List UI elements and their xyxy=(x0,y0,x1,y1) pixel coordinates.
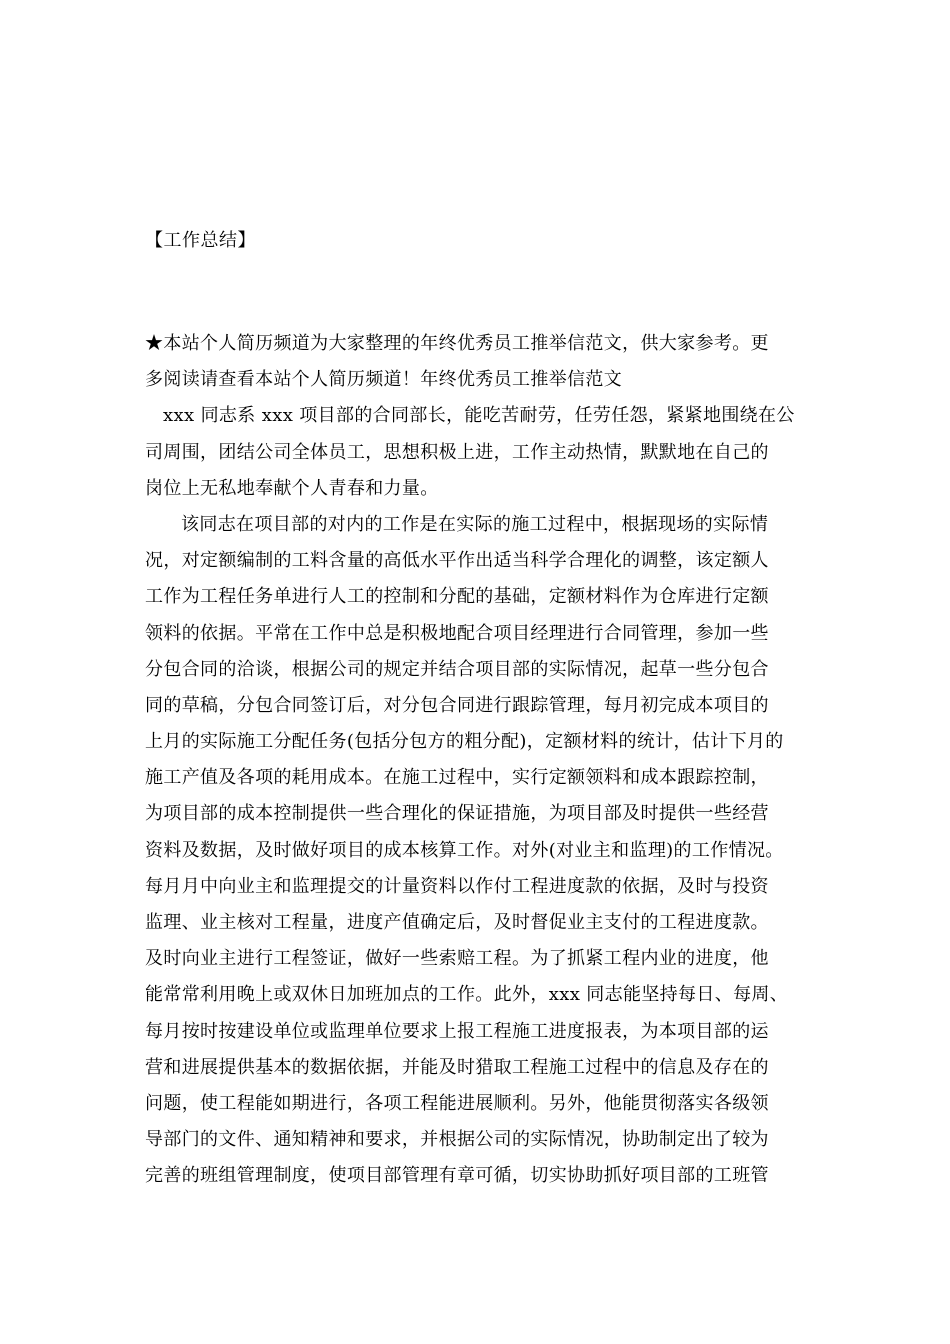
text-line-11: 同的草稿，分包合同签订后，对分包合同进行跟踪管理，每月初完成本项目的 xyxy=(145,694,769,716)
text-line-19: 能常常利用晚上或双休日加班加点的工作。此外，xxx 同志能坚持每日、每周、 xyxy=(145,984,789,1006)
text-line-6: 该同志在项目部的对内的工作是在实际的施工过程中，根据现场的实际情 xyxy=(181,513,769,535)
text-line-16: 每月月中向业主和监理提交的计量资料以作付工程进度款的依据，及时与投资 xyxy=(145,875,769,897)
text-line-24: 完善的班组管理制度，使项目部管理有章可循，切实协助抓好项目部的工班管 xyxy=(145,1165,769,1187)
text-line-21: 营和进展提供基本的数据依据，并能及时猎取工程施工过程中的信息及存在的 xyxy=(145,1056,769,1078)
text-line-5: 岗位上无私地奉献个人青春和力量。 xyxy=(145,477,439,499)
text-line-9: 领料的依据。平常在工作中总是积极地配合项目经理进行合同管理，参加一些 xyxy=(145,622,769,644)
text-line-8: 工作为工程任务单进行人工的控制和分配的基础，定额材料作为仓库进行定额 xyxy=(145,586,769,608)
text-line-7: 况，对定额编制的工料含量的高低水平作出适当科学合理化的调整，该定额人 xyxy=(145,550,769,572)
section-heading: 【工作总结】 xyxy=(145,230,256,251)
text-line-12: 上月的实际施工分配任务(包括分包方的粗分配)，定额材料的统计，估计下月的 xyxy=(145,731,784,753)
text-line-15: 资料及数据，及时做好项目的成本核算工作。对外(对业主和监理)的工作情况。 xyxy=(145,839,784,861)
text-line-22: 问题，使工程能如期进行，各项工程能进展顺利。另外，他能贯彻落实各级领 xyxy=(145,1092,769,1114)
text-line-3: xxx 同志系 xxx 项目部的合同部长，能吃苦耐劳，任劳任怨，紧紧地围绕在公 xyxy=(163,405,795,427)
text-line-2: 多阅读请查看本站个人简历频道！年终优秀员工推举信范文 xyxy=(145,369,623,391)
text-line-23: 导部门的文件、通知精神和要求，并根据公司的实际情况，协助制定出了较为 xyxy=(145,1129,769,1151)
text-line-20: 每月按时按建设单位或监理单位要求上报工程施工进度报表，为本项目部的运 xyxy=(145,1020,769,1042)
text-line-14: 为项目部的成本控制提供一些合理化的保证措施，为项目部及时提供一些经营 xyxy=(145,803,769,825)
text-line-1: ★本站个人简历频道为大家整理的年终优秀员工推举信范文，供大家参考。更 xyxy=(145,333,769,354)
text-line-13: 施工产值及各项的耗用成本。在施工过程中，实行定额领料和成本跟踪控制， xyxy=(145,767,769,789)
text-line-18: 及时向业主进行工程签证，做好一些索赔工程。为了抓紧工程内业的进度，他 xyxy=(145,948,769,970)
text-line-10: 分包合同的洽谈，根据公司的规定并结合项目部的实际情况，起草一些分包合 xyxy=(145,658,769,680)
text-line-4: 司周围，团结公司全体员工，思想积极上进，工作主动热情，默默地在自己的 xyxy=(145,441,769,463)
text-line-17: 监理、业主核对工程量，进度产值确定后，及时督促业主支付的工程进度款。 xyxy=(145,912,769,933)
document-body xyxy=(145,326,807,1195)
